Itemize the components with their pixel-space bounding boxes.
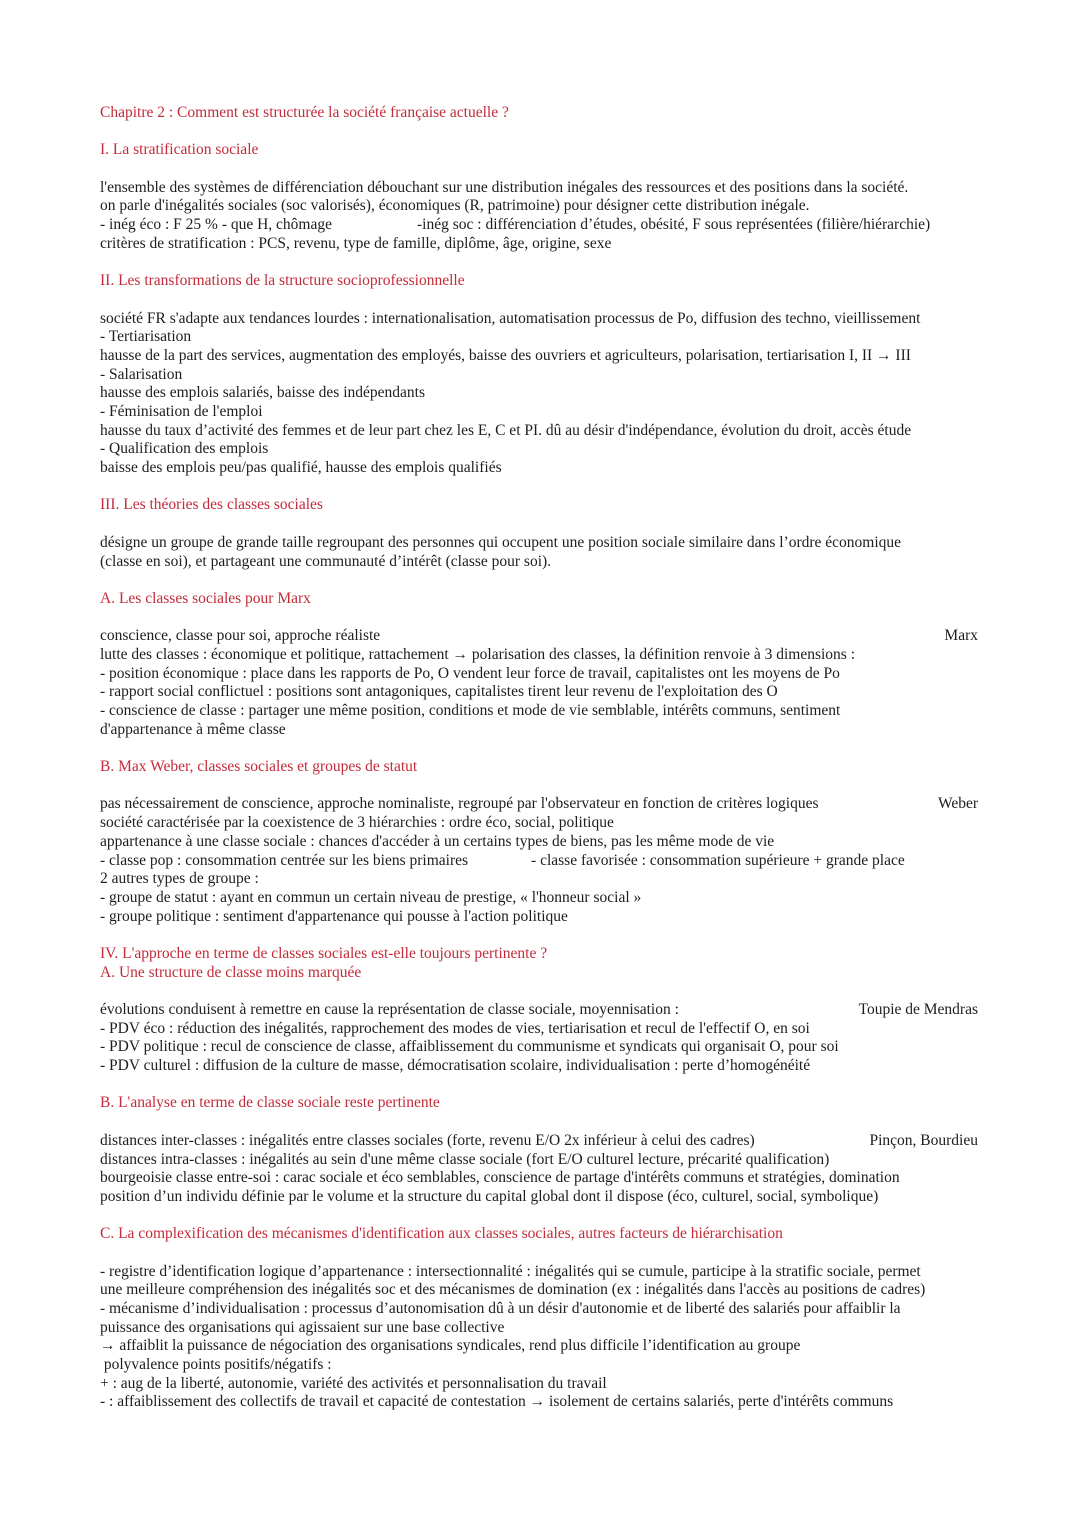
- text-line: [100, 721, 978, 740]
- line-text: distances intra-classes : inégalités au sein d'une même classe sociale (fort E/O culturel lecture, précarité qualification): [100, 1150, 830, 1168]
- text-line: [100, 646, 978, 665]
- section-heading: IV. L'approche en terme de classes sociales est-elle toujours pertinente ?: [100, 944, 548, 962]
- line-text: - conscience de classe : partager une même position, conditions et mode de vie semblable, intérêts communs, sentiment: [100, 702, 841, 719]
- text-line: [100, 328, 978, 347]
- section: [100, 758, 978, 926]
- text-line: [100, 1169, 978, 1188]
- tab-space: [332, 228, 417, 229]
- line-text: baisse des emplois peu/pas qualifié, hausse des emplois qualifiés: [100, 459, 502, 477]
- line-text: d'appartenance à même classe: [100, 720, 286, 738]
- author-annotation: Weber: [937, 795, 978, 813]
- line-text: l'ensemble des systèmes de différenciation débouchant sur une distribution inégales des ressources et des positions dans la société.: [100, 178, 909, 196]
- section: [100, 945, 978, 1076]
- line-text: puissance des organisations qui agissaient sur une base collective: [100, 1318, 505, 1336]
- line-text: - PDV culturel : diffusion de la culture de masse, démocratisation scolaire, individualisation : perte d’homogénéité: [100, 1057, 811, 1075]
- line-text: + : aug de la liberté, autonomie, variété des activités et personnalisation du travail: [100, 1374, 607, 1392]
- heading-block: [100, 590, 978, 609]
- text-line: [100, 1057, 978, 1076]
- text-line: [100, 1151, 978, 1170]
- paragraph: [100, 1263, 978, 1413]
- line-text: - rapport social conflictuel : positions sont antagoniques, capitalistes tirent leur revenu de l'exploitation des O: [100, 683, 778, 701]
- line-text: - Féminisation de l'emploi: [100, 403, 263, 420]
- text-line: [100, 440, 978, 459]
- text-line: [100, 1319, 978, 1338]
- section-heading: B. Max Weber, classes sociales et groupes de statut: [100, 758, 418, 776]
- text-line: [100, 366, 978, 385]
- text-line: [100, 422, 978, 441]
- author-annotation: Marx: [944, 627, 978, 645]
- section: [100, 1094, 978, 1206]
- section-heading: C. La complexification des mécanismes d'identification aux classes sociales, autres facteurs de hiérarchisation: [100, 1225, 783, 1243]
- line-text: - Salarisation: [100, 365, 183, 383]
- text-line: [100, 310, 978, 329]
- line-text: - position économique : place dans les rapports de Po, O vendent leur force de travail, capitalistes ont les moyens de Po: [100, 664, 840, 682]
- line-text: pas nécessairement de conscience, approche nominaliste, regroupé par l'observateur en fonction de critères logiques: [100, 795, 819, 813]
- section-heading: A. Les classes sociales pour Marx: [100, 589, 311, 607]
- line-text: on parle d'inégalités sociales (soc valorisés), économiques (R, patrimoine) pour désigner cette distribution inégale.: [100, 197, 810, 215]
- line-text: - classe pop : consommation centrée sur les biens primaires: [100, 851, 469, 869]
- line-text: - registre d’identification logique d’appartenance : intersectionnalité : inégalités qui se cumule, participe à la stratific sociale, permet: [100, 1262, 921, 1280]
- heading-block: [100, 496, 978, 515]
- line-text: position d’un individu définie par le volume et la structure du capital global dont il dispose (éco, culturel, social, symbolique): [100, 1187, 879, 1205]
- text-line: [100, 908, 978, 927]
- line-text: conscience, classe pour soi, approche réaliste: [100, 627, 381, 645]
- title-block: [100, 104, 978, 123]
- section: [100, 1225, 978, 1412]
- line-text: désigne un groupe de grande taille regroupant des personnes qui occupent une position sociale similaire dans l’ordre économique: [100, 533, 902, 551]
- text-line: [100, 683, 978, 702]
- line-text: polyvalence points positifs/négatifs :: [100, 1356, 332, 1374]
- text-line: [100, 197, 978, 216]
- text-line: [100, 1020, 978, 1039]
- text-line: [100, 534, 978, 553]
- text-line: [100, 852, 978, 871]
- line-text: appartenance à une classe sociale : chances d'accéder à un certains types de biens, pas les même mode de vie: [100, 832, 775, 850]
- paragraph: [100, 310, 978, 478]
- text-line: [100, 1038, 978, 1057]
- heading-block: [100, 945, 978, 982]
- text-line: [100, 553, 978, 572]
- line-text: - : affaiblissement des collectifs de travail et capacité de contestation → isolement de certains salariés, perte d'intérêts communs: [100, 1393, 894, 1411]
- section: [100, 272, 978, 478]
- section-heading: III. Les théories des classes sociales: [100, 496, 323, 514]
- text-line: [100, 1132, 978, 1151]
- text-line: [100, 179, 978, 198]
- heading-block: [100, 272, 978, 291]
- line-text: une meilleure compréhension des inégalités soc et des mécanismes de domination (ex : inégalités dans l'accès au positions de cadres): [100, 1281, 926, 1299]
- text-line: [100, 870, 978, 889]
- section-heading: I. La stratification sociale: [100, 141, 259, 159]
- section-heading: B. L'analyse en terme de classe sociale reste pertinente: [100, 1094, 440, 1112]
- text-line: [100, 216, 978, 235]
- line-text: -inég soc : différenciation d’études, obésité, F sous représentées (filière/hiérarchie): [417, 216, 931, 234]
- section: [100, 496, 978, 571]
- heading-block: [100, 758, 978, 777]
- paragraph: [100, 795, 978, 926]
- heading-block: [100, 141, 978, 160]
- text-line: [100, 403, 978, 422]
- author-annotation: Pinçon, Bourdieu: [869, 1131, 978, 1149]
- text-line: [100, 1188, 978, 1207]
- text-line: [100, 1393, 978, 1412]
- section: [100, 141, 978, 253]
- text-line: [100, 833, 978, 852]
- line-text: hausse de la part des services, augmentation des employés, baisse des ouvriers et agriculteurs, polarisation, tertiarisation I, II → III: [100, 346, 911, 364]
- document-content: [100, 104, 978, 1431]
- text-line: [100, 1001, 978, 1020]
- text-line: [100, 702, 978, 721]
- line-text: - Tertiarisation: [100, 328, 192, 346]
- line-text: - PDV politique : recul de conscience de classe, affaiblissement du communisme et syndicats qui organisait O, pour soi: [100, 1038, 839, 1056]
- author-annotation: Toupie de Mendras: [858, 1001, 978, 1018]
- text-line: [100, 1356, 978, 1375]
- line-text: - inég éco : F 25 % - que H, chômage: [100, 216, 333, 234]
- line-text: hausse du taux d’activité des femmes et de leur part chez les E, C et PI. dû au désir d'indépendance, évolution du droit, accès étude: [100, 421, 912, 439]
- line-text: - groupe politique : sentiment d'appartenance qui pousse à l'action politique: [100, 907, 568, 925]
- document-title: Chapitre 2 : Comment est structurée la société française actuelle ?: [100, 104, 509, 121]
- text-line: [100, 1281, 978, 1300]
- line-text: - mécanisme d’individualisation : processus d’autonomisation dû à un désir d'autonomie et de liberté des salariés pour affaiblir la: [100, 1300, 901, 1317]
- line-text: 2 autres types de groupe :: [100, 870, 259, 888]
- paragraph: [100, 534, 978, 571]
- paragraph: [100, 1132, 978, 1207]
- text-line: [100, 1300, 978, 1319]
- section: [100, 590, 978, 740]
- text-line: [100, 795, 978, 814]
- line-text: - PDV éco : réduction des inégalités, rapprochement des modes de vies, tertiarisation et recul de l'effectif O, en soi: [100, 1019, 810, 1037]
- line-text: - classe favorisée : consommation supérieure + grande place: [531, 851, 905, 869]
- text-line: [100, 384, 978, 403]
- line-text: société FR s'adapte aux tendances lourdes : internationalisation, automatisation processus de Po, diffusion des techno, vieillissement: [100, 309, 921, 327]
- text-line: [100, 235, 978, 254]
- heading-block: [100, 1094, 978, 1113]
- line-text: distances inter-classes : inégalités entre classes sociales (forte, revenu E/O 2x inférieur à celui des cadres): [100, 1131, 755, 1149]
- text-line: [100, 889, 978, 908]
- text-line: [100, 347, 978, 366]
- line-text: - Qualification des emplois: [100, 440, 269, 458]
- line-text: hausse des emplois salariés, baisse des indépendants: [100, 384, 425, 402]
- text-line: [100, 814, 978, 833]
- line-text: (classe en soi), et partageant une communauté d’intérêt (classe pour soi).: [100, 552, 552, 570]
- text-line: [100, 1263, 978, 1282]
- paragraph: [100, 1001, 978, 1076]
- text-line: [100, 1375, 978, 1394]
- document-body: [100, 141, 978, 1412]
- text-line: [100, 627, 978, 646]
- section-heading: II. Les transformations de la structure socioprofessionnelle: [100, 272, 465, 290]
- text-line: [100, 459, 978, 478]
- paragraph: [100, 627, 978, 739]
- line-text: société caractérisée par la coexistence de 3 hiérarchies : ordre éco, social, politique: [100, 814, 614, 832]
- line-text: lutte des classes : économique et politique, rattachement → polarisation des classes, la définition renvoie à 3 dimensions :: [100, 645, 855, 663]
- line-text: évolutions conduisent à remettre en cause la représentation de classe sociale, moyennisation :: [100, 1001, 679, 1018]
- line-text: bourgeoisie classe entre-soi : carac sociale et éco semblables, conscience de partage d'intérêts communs et stratégies, domination: [100, 1169, 900, 1187]
- line-text: → affaiblit la puissance de négociation des organisations syndicales, rend plus difficile l’identification au groupe: [100, 1337, 801, 1355]
- tab-space: [468, 864, 531, 865]
- line-text: - groupe de statut : ayant en commun un certain niveau de prestige, « l'honneur social »: [100, 888, 642, 906]
- section-heading: A. Une structure de classe moins marquée: [100, 963, 362, 981]
- line-text: critères de stratification : PCS, revenu, type de famille, diplôme, âge, origine, sexe: [100, 234, 612, 252]
- heading-block: [100, 1225, 978, 1244]
- paragraph: [100, 179, 978, 254]
- text-line: [100, 1337, 978, 1356]
- text-line: [100, 665, 978, 684]
